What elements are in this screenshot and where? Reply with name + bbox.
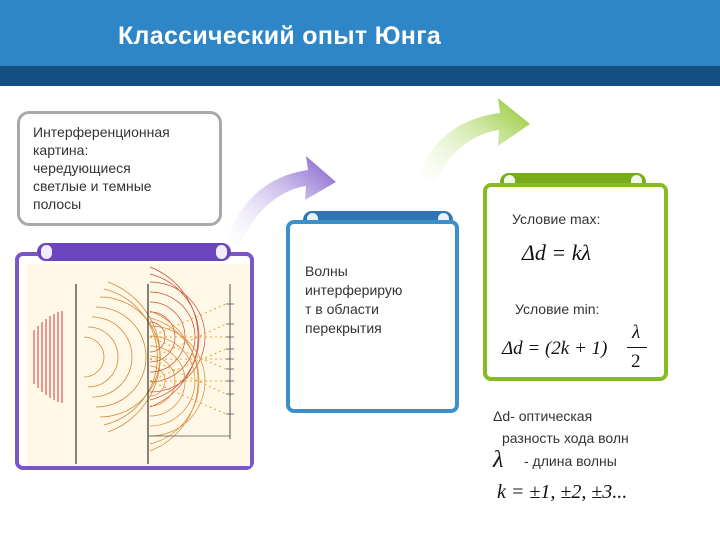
waves-text [305, 262, 450, 338]
callout-line: Интерференционная [33, 124, 170, 140]
min-condition-label: Условие min: [515, 301, 600, 317]
callout-line: картина: [33, 142, 89, 158]
interference-diagram [26, 264, 250, 466]
delta-d-note-continued: разность хода волн [502, 430, 629, 446]
callout-line: светлые и темные [33, 178, 152, 194]
slide-title: Классический опыт Юнга [118, 22, 442, 50]
waves-line: т в области [305, 301, 379, 317]
min-fraction-denominator: 2 [631, 351, 641, 372]
delta-d-note: Δd- оптическая [493, 408, 593, 424]
callout-text [33, 123, 218, 213]
wave-diagram-svg [26, 264, 250, 466]
callout-line: полосы [33, 196, 82, 212]
waves-line: интерферирую [305, 282, 403, 298]
callout-line: чередующиеся [33, 160, 131, 176]
interference-callout [17, 111, 222, 226]
waves-line: Волны [305, 263, 348, 279]
min-fraction-numerator: λ [632, 322, 641, 343]
waves-line: перекрытия [305, 320, 382, 336]
max-formula: Δd = kλ [522, 240, 592, 265]
lambda-symbol: λ [493, 447, 504, 473]
fraction-bar [627, 347, 647, 348]
k-values-formula: k = ±1, ±2, ±3... [497, 481, 628, 503]
min-formula: Δd = (2k + 1) [502, 338, 608, 359]
lambda-note: - длина волны [524, 453, 617, 469]
max-condition-label: Условие max: [512, 211, 601, 227]
purple-scroll [37, 243, 231, 261]
